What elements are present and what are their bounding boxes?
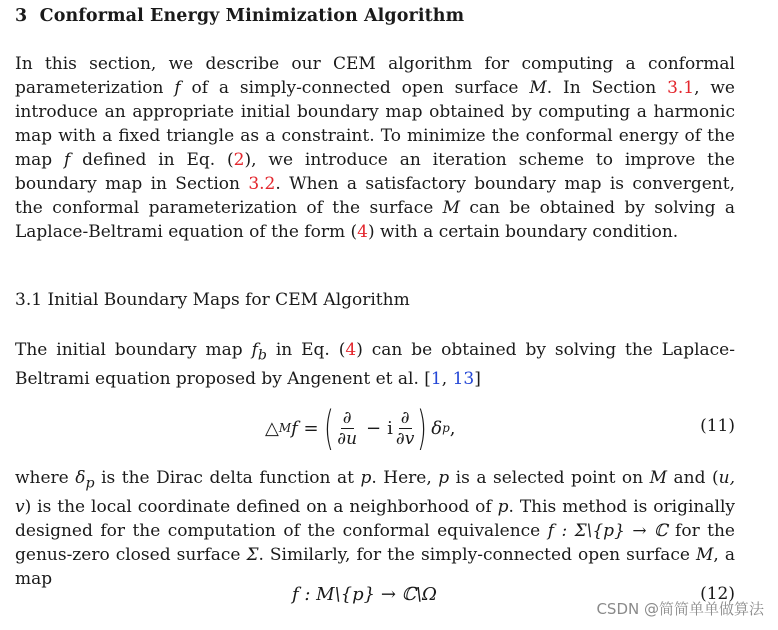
section-number: 3 — [15, 6, 28, 26]
text-run: . In Section — [546, 78, 668, 98]
imaginary-unit: i — [387, 417, 393, 439]
math-p: p — [497, 497, 509, 518]
citation-link[interactable]: 1 — [430, 369, 442, 390]
equals-sign: = — [297, 417, 325, 439]
math-subscript: M — [278, 421, 292, 435]
left-paren: ( — [324, 401, 335, 455]
text-run: defined in Eq. ( — [70, 150, 234, 170]
right-paren: ) — [417, 401, 428, 455]
fraction-dv — [396, 408, 414, 449]
section-ref-link[interactable]: 3.2 — [248, 174, 276, 194]
comma: , — [449, 417, 456, 439]
equation-number: (12) — [700, 584, 735, 604]
paragraph-dirac — [15, 466, 735, 591]
math-subscript: b — [257, 347, 267, 364]
text-run: In this section, we describe our CEM algorithm for computing a conformal parameterization — [15, 54, 735, 98]
text-run: of a simply-connected open surface — [180, 78, 530, 98]
text-run: ) with a certain boundary condition. — [367, 222, 679, 242]
csdn-watermark: CSDN @简简单单做算法 — [596, 600, 764, 618]
paragraph-intro — [15, 52, 735, 244]
text-run: ), we introduce an iteration scheme to improve the boundary map in Section — [15, 150, 735, 194]
subsection-heading — [15, 290, 410, 310]
math-conformal-map: f : Σ\{p} → ℂ — [547, 521, 668, 542]
math-subscript: p — [442, 421, 450, 435]
denominator: ∂u — [337, 428, 358, 449]
math-surface-m: M — [649, 468, 668, 488]
text-run: , we introduce an appropriate initial boundary map obtained by computing a harmonic map with a fixed triangle as a constraint. To minimize the conformal energy of the map — [15, 78, 735, 170]
math-sigma: Σ — [246, 545, 259, 566]
text-run: ] — [474, 369, 481, 390]
equation-body — [265, 398, 456, 458]
text-run: . This method is originally designed for the computation of the conformal equivalence — [15, 497, 735, 542]
text-run: The initial boundary map — [15, 340, 252, 360]
equation-number: (11) — [700, 416, 735, 436]
text-run: . When a satisfactory boundary map is convergent, the conformal parameterization of the surface — [15, 174, 735, 218]
math-f: f — [174, 78, 181, 98]
denominator: ∂v — [395, 428, 415, 449]
equation-ref-link[interactable]: 2 — [233, 150, 245, 170]
math-p: p — [360, 468, 372, 488]
subsection-title: Initial Boundary Maps for CEM Algorithm — [47, 290, 410, 310]
math-surface-m: M — [695, 545, 714, 566]
text-run: in Eq. ( — [266, 340, 346, 360]
section-title: Conformal Energy Minimization Algorithm — [39, 6, 465, 26]
text-run: and ( — [667, 468, 719, 488]
math-uv: u, v — [15, 468, 736, 518]
subsection-number: 3.1 — [15, 290, 43, 310]
equation-body: f : M\{p} → ℂ\Ω — [292, 584, 437, 605]
text-run: , a map — [15, 545, 735, 590]
text-run: . Similarly, for the simply-connected open surface — [258, 545, 696, 566]
equation-ref-link[interactable]: 4 — [357, 222, 368, 242]
equation-11 — [0, 398, 778, 458]
math-f: f — [64, 150, 71, 170]
text-run: is a selected point on — [449, 468, 650, 488]
section-ref-link[interactable]: 3.1 — [667, 78, 695, 98]
text-run: ) can be obtained by solving the Laplace-Beltrami equation proposed by Angenent et al. [ — [15, 340, 735, 390]
text-run: for the genus-zero closed surface — [15, 521, 735, 566]
math-surface-m: M — [529, 78, 547, 98]
numerator: ∂ — [342, 407, 352, 428]
minus-sign: − — [366, 417, 382, 439]
math-surface-m: M — [442, 198, 461, 218]
math-f: f — [251, 340, 258, 360]
section-heading — [15, 6, 464, 26]
equation-ref-link[interactable]: 4 — [345, 340, 357, 360]
text-run: ) is the local coordinate defined on a neighborhood of — [24, 497, 498, 518]
math-subscript: p — [85, 475, 95, 492]
math-p: p — [438, 468, 450, 488]
math-f: f — [291, 417, 298, 439]
numerator: ∂ — [400, 407, 410, 428]
laplace-operator: △ — [265, 417, 279, 439]
text-run: . Here, — [371, 468, 439, 488]
text-run: is the Dirac delta function at — [94, 468, 361, 488]
math-delta: δ — [431, 417, 443, 439]
fraction-du — [337, 408, 357, 449]
text-run: , — [441, 369, 453, 390]
text-run: can be obtained by solving a Laplace-Beltrami equation of the form ( — [15, 198, 735, 242]
citation-link[interactable]: 13 — [452, 369, 475, 390]
text-run: where — [15, 468, 76, 488]
math-delta: δ — [75, 468, 86, 488]
paragraph-initial-map — [15, 338, 735, 391]
